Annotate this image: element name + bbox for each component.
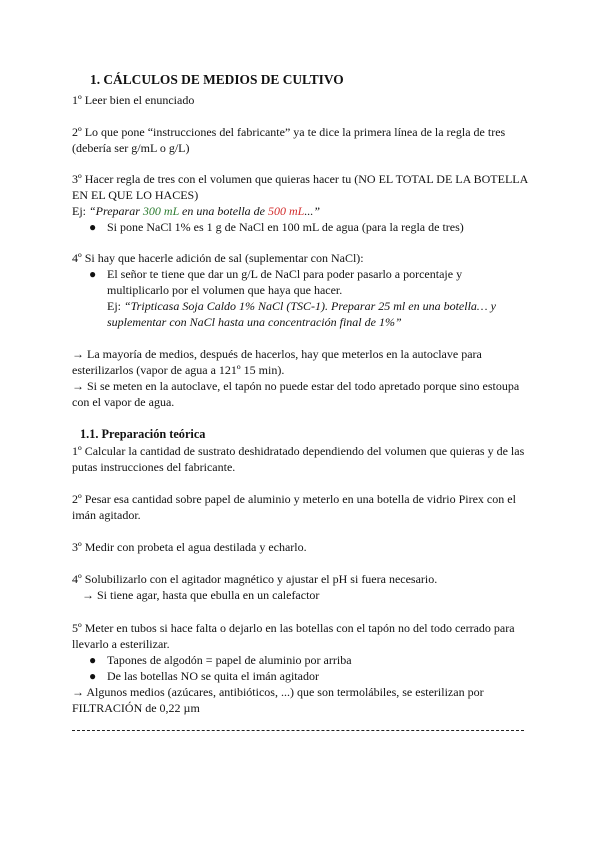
example-1 xyxy=(72,203,528,219)
bullet-salt xyxy=(89,266,522,330)
step-2: 2º Lo que pone “instrucciones del fabricante” ya te dice la primera línea de la regla de tres (debería ser g/mL o g/L) xyxy=(72,125,506,155)
prep-step-2: 2º Pesar esa cantidad sobre papel de aluminio y meterlo en una botella de vidrio Pirex con el imán agitador. xyxy=(72,492,516,522)
prep-step-4-agar: → Si tiene agar, hasta que ebulla en un calefactor xyxy=(82,588,320,602)
bullet-text: Tapones de algodón = papel de aluminio por arriba xyxy=(107,653,352,667)
bullet-nacl-percent xyxy=(89,219,522,235)
prep-step-1: 1º Calcular la cantidad de sustrato deshidratado dependiendo del volumen que quieras y de las putas instrucciones del fabricante. xyxy=(72,444,525,474)
step-1: 1º Leer bien el enunciado xyxy=(72,93,195,107)
example-1-bottle: 500 mL xyxy=(268,204,305,218)
note-filtration: → Algunos medios (azúcares, antibióticos, ...) que son termolábiles, se esterilizan por FILTRACIÓN de 0,22 µm xyxy=(72,685,484,715)
example-1-quote-open: “Preparar xyxy=(89,204,143,218)
note-tap: → Si se meten en la autoclave, el tapón no puede estar del todo apretado porque sino estoupa con el vapor de agua. xyxy=(72,379,520,409)
bullet-text: De las botellas NO se quita el imán agitador xyxy=(107,669,319,683)
example-2 xyxy=(107,298,522,330)
bullet-icon: ● xyxy=(89,220,97,234)
bullet-tapones xyxy=(89,652,522,668)
step-4: 4º Si hay que hacerle adición de sal (suplementar con NaCl): xyxy=(72,251,364,265)
bullet-text: El señor te tiene que dar un g/L de NaCl para poder pasarlo a porcentaje y multiplicarlo por el volumen que haya que hacer. xyxy=(107,267,463,297)
prep-step-5: 5º Meter en tubos si hace falta o dejarlo en las botellas con el tapón no del todo cerrado para llevarlo a esterilizar. xyxy=(72,621,515,651)
example-1-prefix: Ej: xyxy=(72,204,89,218)
bullet-text: Si pone NaCl 1% es 1 g de NaCl en 100 mL de agua (para la regla de tres) xyxy=(107,220,464,234)
subsection-title: 1.1. Preparación teórica xyxy=(80,427,206,441)
bullet-icon: ● xyxy=(89,669,97,683)
step-3: 3º Hacer regla de tres con el volumen que quieras hacer tu (NO EL TOTAL DE LA BOTELLA EN EL QUE LO HACES) xyxy=(72,172,528,202)
example-1-volume: 300 mL xyxy=(142,204,180,218)
example-1-mid: en una botella de xyxy=(179,204,269,218)
example-2-text: “Tripticasa Soja Caldo 1% NaCl (TSC-1). Preparar 25 ml en una botella… y suplementar con NaCl hasta una concentración final de 1%” xyxy=(107,299,496,329)
example-1-quote-close: ...” xyxy=(304,204,321,218)
dashed-divider xyxy=(72,730,524,731)
example-2-prefix: Ej: xyxy=(107,299,124,313)
note-autoclave: → La mayoría de medios, después de hacerlos, hay que meterlos en la autoclave para esterilizarlos (vapor de agua a 121º 15 min). xyxy=(72,347,482,377)
section-title: 1. CÁLCULOS DE MEDIOS DE CULTIVO xyxy=(90,72,344,87)
bullet-botellas xyxy=(89,668,522,684)
bullet-icon: ● xyxy=(89,653,97,667)
prep-step-4: 4º Solubilizarlo con el agitador magnético y ajustar el pH si fuera necesario. xyxy=(72,572,438,586)
prep-step-3: 3º Medir con probeta el agua destilada y echarlo. xyxy=(72,540,307,554)
bullet-icon: ● xyxy=(89,267,97,281)
